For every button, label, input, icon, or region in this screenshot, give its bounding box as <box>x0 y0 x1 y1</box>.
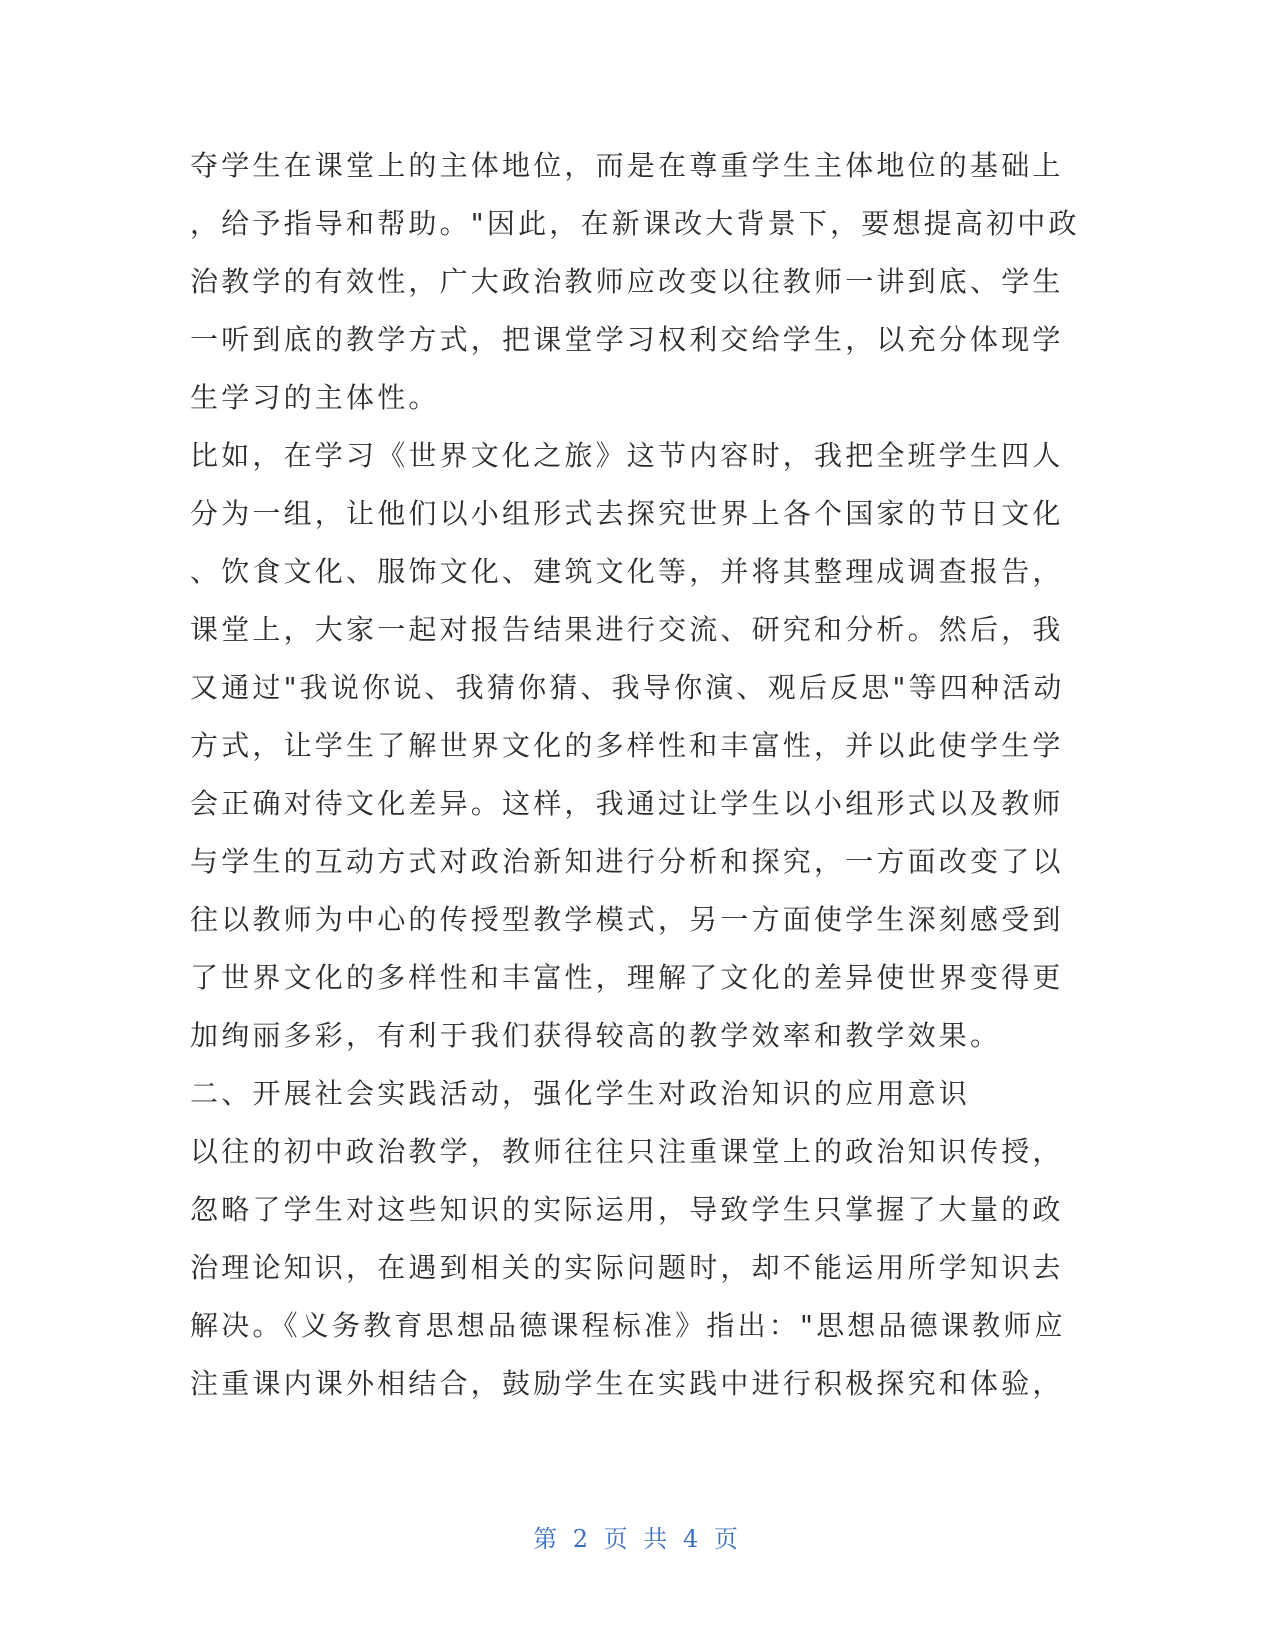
text-line: 忽略了学生对这些知识的实际运用，导致学生只掌握了大量的政 <box>190 1193 1064 1226</box>
text-line: 比如，在学习《世界文化之旅》这节内容时，我把全班学生四人 <box>190 439 1064 472</box>
text-line: 治教学的有效性，广大政治教师应改变以往教师一讲到底、学生 <box>190 265 1064 298</box>
text-line: 了世界文化的多样性和丰富性，理解了文化的差异使世界变得更 <box>190 961 1064 994</box>
text-line: ，给予指导和帮助。"因此，在新课改大背景下，要想提高初中政 <box>190 207 1080 240</box>
text-line: 分为一组，让他们以小组形式去探究世界上各个国家的节日文化 <box>190 497 1064 530</box>
text-line: 以往的初中政治教学，教师往往只注重课堂上的政治知识传授， <box>190 1135 1064 1168</box>
text-line: 会正确对待文化差异。这样，我通过让学生以小组形式以及教师 <box>190 787 1064 820</box>
text-line: 治理论知识，在遇到相关的实际问题时，却不能运用所学知识去 <box>190 1251 1064 1284</box>
text-line: 与学生的互动方式对政治新知进行分析和探究，一方面改变了以 <box>190 845 1064 878</box>
text-line: 夺学生在课堂上的主体地位，而是在尊重学生主体地位的基础上 <box>190 149 1064 182</box>
text-line: 课堂上，大家一起对报告结果进行交流、研究和分析。然后，我 <box>190 613 1064 646</box>
text-line: 解决。《义务教育思想品德课程标准》指出："思想品德课教师应 <box>190 1309 1066 1342</box>
text-line: 一听到底的教学方式，把课堂学习权利交给学生，以充分体现学 <box>190 323 1064 356</box>
text-line: 方式，让学生了解世界文化的多样性和丰富性，并以此使学生学 <box>190 729 1064 762</box>
text-line: 生学习的主体性。 <box>190 381 440 414</box>
text-line: 往以教师为中心的传授型教学模式，另一方面使学生深刻感受到 <box>190 903 1064 936</box>
text-line: 又通过"我说你说、我猜你猜、我导你演、观后反思"等四种活动 <box>190 671 1065 704</box>
section-heading: 二、开展社会实践活动，强化学生对政治知识的应用意识 <box>190 1077 971 1110</box>
page-number-footer: 第 2 页 共 4 页 <box>533 1525 742 1553</box>
text-line: 、饮食文化、服饰文化、建筑文化等，并将其整理成调查报告， <box>190 555 1064 588</box>
text-line: 注重课内课外相结合，鼓励学生在实践中进行积极探究和体验， <box>190 1367 1064 1400</box>
text-line: 加绚丽多彩，有利于我们获得较高的教学效率和教学效果。 <box>190 1019 1002 1052</box>
